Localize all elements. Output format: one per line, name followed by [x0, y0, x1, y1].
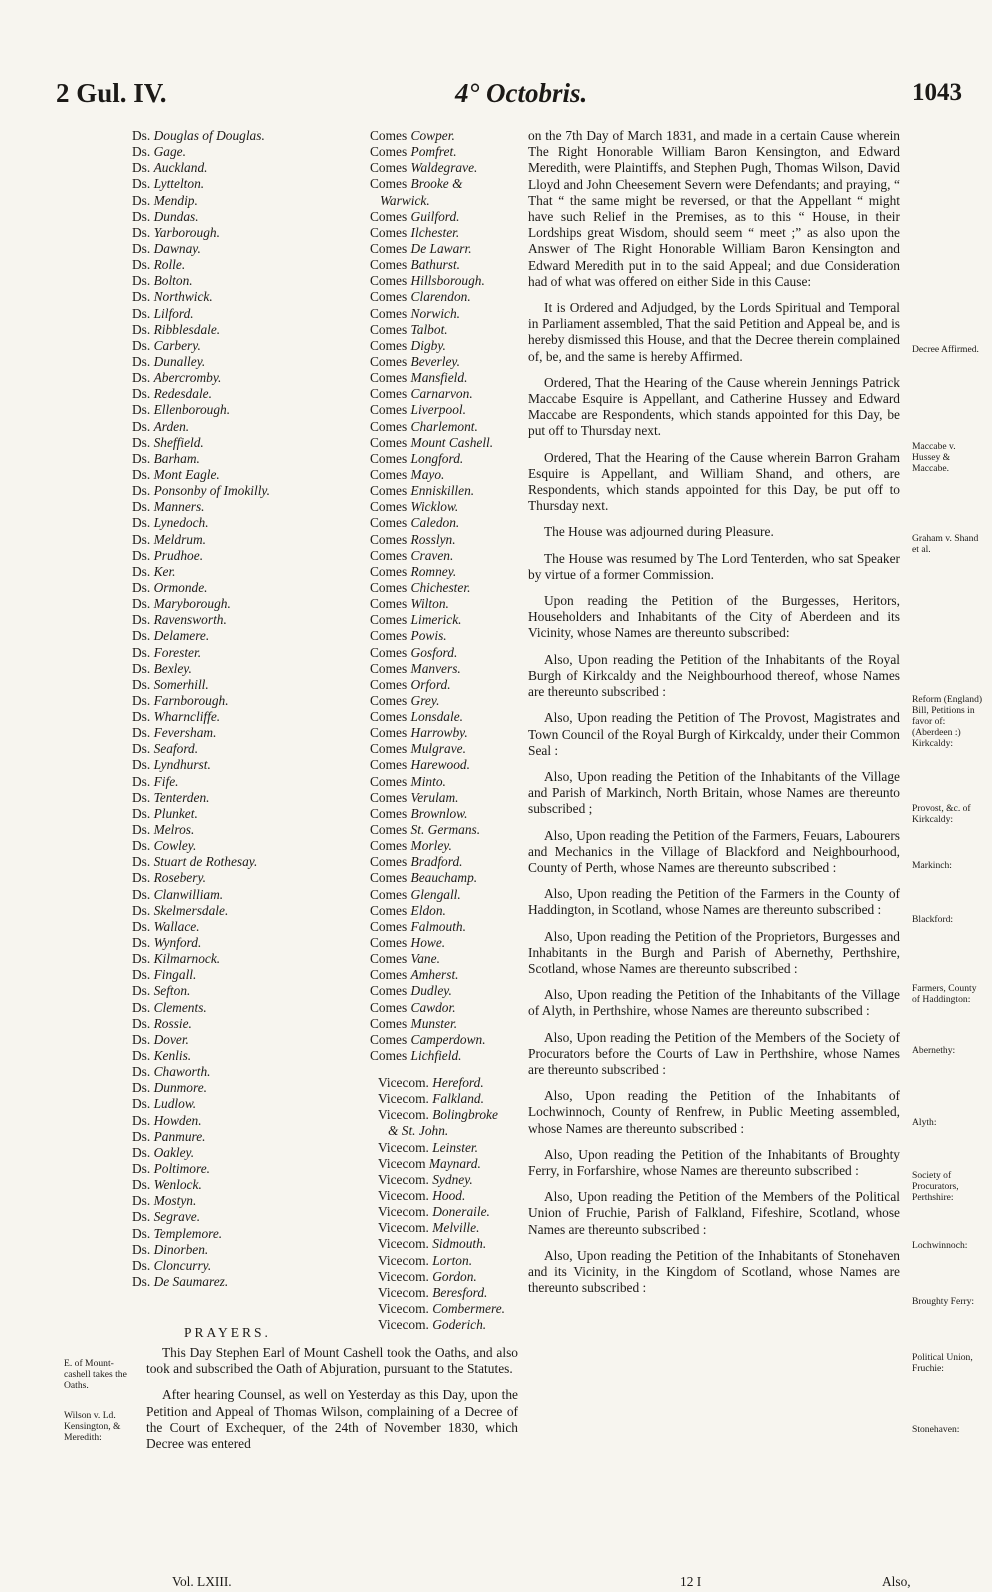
peer-entry: Comes Mayo.: [370, 466, 445, 482]
right-column-text: [528, 128, 900, 1306]
peer-entry: Ds. Oakley.: [132, 1144, 195, 1160]
peer-entry: Comes Verulam.: [370, 789, 459, 805]
peer-entry: Comes De Lawarr.: [370, 240, 472, 256]
peer-entry: Ds. Fife.: [132, 773, 179, 789]
paragraph: Also, Upon reading the Petition of the Inhabitants of Stonehaven and its Vicinity, in the Kingdom of Scotland, whose Names are thereunto subscribed :: [528, 1247, 900, 1296]
peer-entry: Comes Rosslyn.: [370, 531, 456, 547]
peer-entry: Ds. Douglas of Douglas.: [132, 128, 265, 143]
peer-entry: Comes Limerick.: [370, 612, 462, 628]
peer-entry: Ds. Bolton.: [132, 273, 193, 289]
peer-entry: Comes Lichfield.: [370, 1048, 462, 1064]
paragraph: The House was resumed by The Lord Tenterden, who sat Speaker by virtue of a former Commission.: [528, 550, 900, 582]
peer-entry: Comes Manvers.: [370, 660, 461, 676]
peer-entry: Ds. Clanwilliam.: [132, 886, 224, 902]
margin-note: Provost, &c. of Kirkcaldy:: [912, 803, 971, 825]
peer-entry: Comes Liverpool.: [370, 402, 466, 418]
margin-note: Broughty Ferry:: [912, 1296, 975, 1307]
peer-entry: Comes Chichester.: [370, 579, 471, 595]
peer-entry: Ds. Lynedoch.: [132, 515, 209, 531]
peer-entry: Ds. Somerhill.: [132, 676, 209, 692]
peer-entry: Ds. Dunmore.: [132, 1080, 208, 1096]
peer-entry: Ds. Kilmarnock.: [132, 951, 221, 967]
peer-entry: Ds. Skelmersdale.: [132, 902, 229, 918]
paragraph: on the 7th Day of March 1831, and made in a certain Cause wherein The Right Honorable William Baron Kensington, and Edward Meredith, were Plaintiffs, and Stephen Pugh, Thomas Wilson, David Lloyd and John Cheesement Severn were Defendants; and praying, “ That “ the same might be reversed, or that the Appellant “ might have such Relief in the Premises, as to this “ House, in their Lordships great Wisdom, should seem “ meet ;” as also upon the Answer of The Right Honorable William Baron Kensington and Edward Meredith put in to the said Appeal; and due Consideration had of what was offered on either Side in this Cause:: [528, 128, 900, 289]
paragraph: Also, Upon reading the Petition of The Provost, Magistrates and Town Council of the Royal Burgh of Kirkcaldy, under their Common Seal :: [528, 710, 900, 758]
peer-entry: Ds. Dawnay.: [132, 240, 201, 256]
peer-entry: Ds. Meldrum.: [132, 531, 207, 547]
peer-entry: Ds. Sefton.: [132, 983, 191, 999]
peer-entry: Ds. Panmure.: [132, 1128, 206, 1144]
paragraph: Also, Upon reading the Petition of the Members of the Society of Procurators before the Courts of Law in Perthshire, whose Names are thereunto subscribed :: [528, 1029, 900, 1077]
peer-entry: Ds. Abercromby.: [132, 370, 222, 386]
left-margin-note: E. of Mount-cashell takes the Oaths.: [64, 1358, 127, 1391]
margin-note: Stonehaven:: [912, 1424, 960, 1435]
peer-entry: Ds. Cloncurry.: [132, 1257, 212, 1273]
peer-entry: Ds. Farnborough.: [132, 692, 229, 708]
margin-note: Farmers, County of Haddington:: [912, 983, 977, 1005]
paragraph: Ordered, That the Hearing of the Cause wherein Barron Graham Esquire is Appellant, and William Shand, and others, are Respondents, which stands appointed for this Day, be put off to Thursday next.: [528, 449, 900, 514]
peer-entry: Comes Wicklow.: [370, 499, 459, 515]
peer-entry: Ds. Poltimore.: [132, 1161, 210, 1176]
paragraph: Ordered, That the Hearing of the Cause wherein Jennings Patrick Maccabe Esquire is Appellant, and Catherine Hussey and Edward Maccabe are Respondents, which stands appointed for this Day, be put off to Thursday next.: [528, 374, 900, 439]
peer-entry: Ds. Cowley.: [132, 838, 197, 854]
peer-entry: Comes Bathurst.: [370, 257, 461, 273]
peer-entry: Ds. Mostyn.: [132, 1193, 197, 1209]
peer-entry: Ds. Gage.: [132, 144, 186, 160]
peers-list-earls: [370, 128, 525, 1064]
margin-note: Political Union, Fruchie:: [912, 1352, 973, 1374]
peer-entry: Comes Caledon.: [370, 515, 460, 531]
peer-entry: Comes Mansfield.: [370, 370, 468, 386]
peer-entry: Vicecom. Leinster.: [378, 1139, 478, 1155]
peer-entry: Ds. Wallace.: [132, 918, 200, 934]
peer-entry: Ds. Seaford.: [132, 741, 199, 757]
peer-entry: Comes Lonsdale.: [370, 709, 463, 725]
peer-entry: Ds. Mendip.: [132, 192, 198, 208]
peer-entry: Ds. Feversham.: [132, 725, 217, 741]
peer-entry: Ds. Ravensworth.: [132, 612, 227, 628]
peer-entry: Ds. Yarborough.: [132, 224, 220, 240]
peer-entry: Ds. Dinorben.: [132, 1241, 209, 1257]
peer-entry: Ds. Dundas.: [132, 208, 199, 224]
margin-note: Markinch:: [912, 860, 952, 871]
peer-entry: Ds. Auckland.: [132, 160, 208, 176]
peer-entry: Ds. Ker.: [132, 563, 176, 579]
bottom-left-text: [146, 1345, 518, 1462]
peer-entry: Ds. Delamere.: [132, 628, 210, 644]
peers-list-barons: [132, 128, 362, 1290]
peer-entry: Comes Falmouth.: [370, 918, 466, 934]
peer-entry: Comes Ilchester.: [370, 224, 460, 240]
peer-entry: Comes Longford.: [370, 450, 464, 466]
peer-entry: Comes Mount Cashell.: [370, 434, 494, 450]
peer-entry: Vicecom Maynard.: [378, 1155, 481, 1171]
peer-entry: Ds. Segrave.: [132, 1209, 201, 1225]
peer-entry: Comes Pomfret.: [370, 144, 457, 160]
peer-entry: Vicecom. Falkland.: [378, 1091, 484, 1107]
peer-entry: Comes Brownlow.: [370, 805, 468, 821]
peer-entry: Comes Bradford.: [370, 854, 463, 870]
peer-entry: Ds. Forester.: [132, 644, 202, 660]
peer-entry: Ds. Wynford.: [132, 935, 202, 951]
signature-mark: 12 I: [680, 1574, 702, 1589]
peer-entry: Comes Hillsborough.: [370, 273, 485, 289]
peer-entry: Comes Glengall.: [370, 886, 461, 902]
date-header: 4° Octobris.: [455, 78, 588, 108]
paragraph: Also, Upon reading the Petition of the Inhabitants of Lochwinnoch, County of Renfrew, in Public Meeting assembled, whose Names are thereunto subscribed :: [528, 1088, 900, 1136]
peer-entry: Comes Charlemont.: [370, 418, 478, 434]
peer-entry: Ds. Dunalley.: [132, 353, 206, 369]
paragraph: Also, Upon reading the Petition of the Members of the Political Union of Fruchie, Parish of Falkland, Fifeshire, Scotland, whose Names are thereunto subscribed :: [528, 1189, 900, 1237]
paragraph: Also, Upon reading the Petition of the Farmers, Feuars, Labourers and Mechanics in the Village of Blackford and Neighbourhood, County of Perth, whose Names are thereunto subscribed :: [528, 827, 900, 875]
peer-entry: Comes Dudley.: [370, 983, 452, 999]
peer-entry: Comes Cowper.: [370, 128, 455, 143]
peer-entry: Ds. De Saumarez.: [132, 1273, 229, 1289]
peer-entry: Vicecom. Beresford.: [378, 1284, 488, 1300]
paragraph: Also, Upon reading the Petition of the Inhabitants of the Royal Burgh of Kirkcaldy and the Neighbourhood thereof, whose Names are thereunto subscribed :: [528, 651, 900, 700]
peer-entry: Vicecom. Gordon.: [378, 1268, 477, 1284]
peer-entry: Vicecom. Hereford.: [378, 1075, 484, 1090]
peer-entry: Comes St. Germans.: [370, 822, 481, 838]
peer-entry: Ds. Fingall.: [132, 967, 197, 983]
peer-entry: Ds. Howden.: [132, 1112, 202, 1128]
regnal-year-header: 2 Gul. IV.: [56, 78, 167, 108]
peer-entry: Vicecom. Sydney.: [378, 1171, 473, 1187]
margin-note: Blackford:: [912, 914, 954, 925]
volume-footer: Vol. LXIII.: [172, 1574, 232, 1589]
margin-note: Abernethy:: [912, 1045, 956, 1056]
peer-entry: Comes Orford.: [370, 676, 451, 692]
prayers-heading: PRAYERS.: [184, 1325, 271, 1340]
peer-entry: Comes Beverley.: [370, 353, 460, 369]
peer-entry: Ds. Carbery.: [132, 337, 201, 353]
peer-entry: Comes Waldegrave.: [370, 160, 478, 176]
peer-entry: Ds. Wenlock.: [132, 1177, 202, 1193]
peer-entry: Ds. Lilford.: [132, 305, 194, 321]
peer-entry: Ds. Bexley.: [132, 660, 192, 676]
peer-entry: Comes Romney.: [370, 563, 457, 579]
peer-entry: Ds. Barham.: [132, 450, 200, 466]
peer-entry: Comes Eldon.: [370, 902, 446, 918]
peer-entry: Ds. Rossie.: [132, 1015, 192, 1031]
paragraph: After hearing Counsel, as well on Yesterday as this Day, upon the Petition and Appeal of Thomas Wilson, complaining of a Decree of the Court of Exchequer, of the 24th of November 1830, which Decree was entered: [146, 1387, 518, 1452]
peer-entry: Comes Clarendon.: [370, 289, 471, 305]
peer-entry: Ds. Ellenborough.: [132, 402, 231, 418]
peer-entry: Comes Camperdown.: [370, 1031, 486, 1047]
peers-list-viscounts: [378, 1075, 528, 1333]
peer-entry: Comes Harrowby.: [370, 725, 468, 741]
peer-entry: Ds. Redesdale.: [132, 386, 212, 402]
margin-note: Society of Procurators, Perthshire:: [912, 1170, 959, 1203]
peer-entry: Ds. Plunket.: [132, 805, 198, 821]
peer-entry: Vicecom. Goderich.: [378, 1317, 487, 1333]
peer-entry: Ds. Rolle.: [132, 257, 186, 273]
peer-entry: Comes Vane.: [370, 951, 440, 967]
peer-entry: Comes Digby.: [370, 337, 446, 353]
peer-entry: Comes Howe.: [370, 935, 446, 951]
paragraph: Also, Upon reading the Petition of the Inhabitants of the Village and Parish of Markinch, North Britain, whose Names are thereunto subscribed ;: [528, 768, 900, 817]
peer-entry: Ds. Chaworth.: [132, 1064, 211, 1080]
peer-entry: Ds. Ribblesdale.: [132, 321, 221, 337]
peer-entry: Comes Grey.: [370, 692, 440, 708]
peer-entry: & St. John.: [388, 1123, 449, 1139]
paragraph: The House was adjourned during Pleasure.: [544, 524, 774, 540]
peer-entry: Comes Talbot.: [370, 321, 448, 337]
margin-note: Alyth:: [912, 1117, 937, 1128]
peer-entry: Vicecom. Doneraile.: [378, 1204, 490, 1220]
peer-entry: Ds. Maryborough.: [132, 596, 231, 612]
peer-entry: Ds. Prudhoe.: [132, 547, 204, 563]
peer-entry: Ds. Ludlow.: [132, 1096, 197, 1112]
peer-entry: Ds. Manners.: [132, 499, 205, 515]
peer-entry: Comes Wilton.: [370, 596, 449, 612]
peer-entry: Comes Mulgrave.: [370, 741, 466, 757]
page-number: 1043: [912, 79, 962, 106]
peer-entry: Comes Powis.: [370, 628, 447, 644]
peer-entry: Ds. Sheffield.: [132, 434, 204, 450]
left-margin-note: Wilson v. Ld. Kensington, & Meredith:: [64, 1410, 121, 1443]
peer-entry: Ds. Ponsonby of Imokilly.: [132, 483, 270, 499]
paragraph: Upon reading the Petition of the Burgesses, Heritors, Householders and Inhabitants of the City of Aberdeen and its Vicinity, whose Names are thereunto subscribed:: [528, 593, 900, 641]
margin-note: Decree Affirmed.: [912, 344, 979, 355]
peer-entry: Comes Cawdor.: [370, 999, 456, 1015]
catchword: Also,: [882, 1574, 911, 1589]
peer-entry: Comes Morley.: [370, 838, 452, 854]
peer-entry: Vicecom. Hood.: [378, 1187, 466, 1203]
peer-entry: Vicecom. Combermere.: [378, 1300, 505, 1316]
peer-entry: Ds. Lyndhurst.: [132, 757, 211, 773]
peer-entry: Comes Guilford.: [370, 208, 460, 224]
peer-entry: Ds. Arden.: [132, 418, 190, 434]
peer-entry: Comes Harewood.: [370, 757, 470, 773]
margin-note: Maccabe v. Hussey & Maccabe.: [912, 441, 956, 474]
peer-entry: Ds. Stuart de Rothesay.: [132, 854, 258, 870]
peer-entry: Ds. Lyttelton.: [132, 176, 205, 192]
peer-entry: Ds. Northwick.: [132, 289, 213, 305]
peer-entry: Ds. Templemore.: [132, 1225, 223, 1241]
peer-entry: Comes Minto.: [370, 773, 446, 789]
paragraph: Also, Upon reading the Petition of the Inhabitants of the Village of Alyth, in Perthshire, whose Names are thereunto subscribed :: [528, 987, 900, 1019]
peer-entry: Comes Gosford.: [370, 644, 458, 660]
peer-entry: Ds. Ormonde.: [132, 579, 208, 595]
peer-entry: Ds. Kenlis.: [132, 1048, 192, 1064]
paragraph: Also, Upon reading the Petition of the Inhabitants of Broughty Ferry, in Forfarshire, whose Names are thereunto subscribed :: [528, 1146, 900, 1178]
peer-entry: Vicecom. Melville.: [378, 1220, 480, 1236]
peer-entry: Comes Brooke &: [370, 176, 463, 192]
peer-entry: Comes Beauchamp.: [370, 870, 478, 886]
peer-entry: Vicecom. Lorton.: [378, 1252, 473, 1268]
peer-entry: Comes Craven.: [370, 547, 454, 563]
peer-entry: Ds. Clements.: [132, 999, 207, 1015]
margin-note: Reform (England) Bill, Petitions in favor of: (Aberdeen :) Kirkcaldy:: [912, 694, 983, 749]
peer-entry: Ds. Tenterden.: [132, 789, 210, 805]
peer-entry: Comes Carnarvon.: [370, 386, 473, 402]
paragraph: It is Ordered and Adjudged, by the Lords Spiritual and Temporal in Parliament assembled, That the said Petition and Appeal be, and is hereby dismissed this House, and that the Decree therein complained of, be, and the same is hereby Affirmed.: [528, 300, 900, 364]
paragraph: This Day Stephen Earl of Mount Cashell took the Oaths, and also took and subscribed the Oath of Abjuration, pursuant to the Statutes.: [146, 1345, 518, 1377]
peer-entry: Ds. Mont Eagle.: [132, 466, 220, 482]
peer-entry: Vicecom. Sidmouth.: [378, 1236, 487, 1252]
peer-entry: Ds. Wharncliffe.: [132, 709, 221, 725]
margin-note: Lochwinnoch:: [912, 1240, 968, 1251]
peer-entry: Comes Enniskillen.: [370, 483, 475, 499]
paragraph: Also, Upon reading the Petition of the Farmers in the County of Haddington, in Scotland, whose Names are thereunto subscribed :: [528, 886, 900, 918]
peer-entry: Ds. Dover.: [132, 1031, 189, 1047]
peer-entry: Vicecom. Bolingbroke: [378, 1107, 498, 1123]
peer-entry: Comes Munster.: [370, 1015, 458, 1031]
peer-entry: Ds. Melros.: [132, 822, 195, 838]
peer-entry: Warwick.: [380, 192, 430, 208]
peer-entry: Comes Amherst.: [370, 967, 459, 983]
paragraph: Also, Upon reading the Petition of the Proprietors, Burgesses and Inhabitants in the Burgh and Parish of Abernethy, Perthshire, Scotland, whose Names are thereunto subscribed :: [528, 928, 900, 976]
margin-note: Graham v. Shand et al.: [912, 533, 979, 555]
peer-entry: Ds. Rosebery.: [132, 870, 207, 886]
peer-entry: Comes Norwich.: [370, 305, 461, 321]
